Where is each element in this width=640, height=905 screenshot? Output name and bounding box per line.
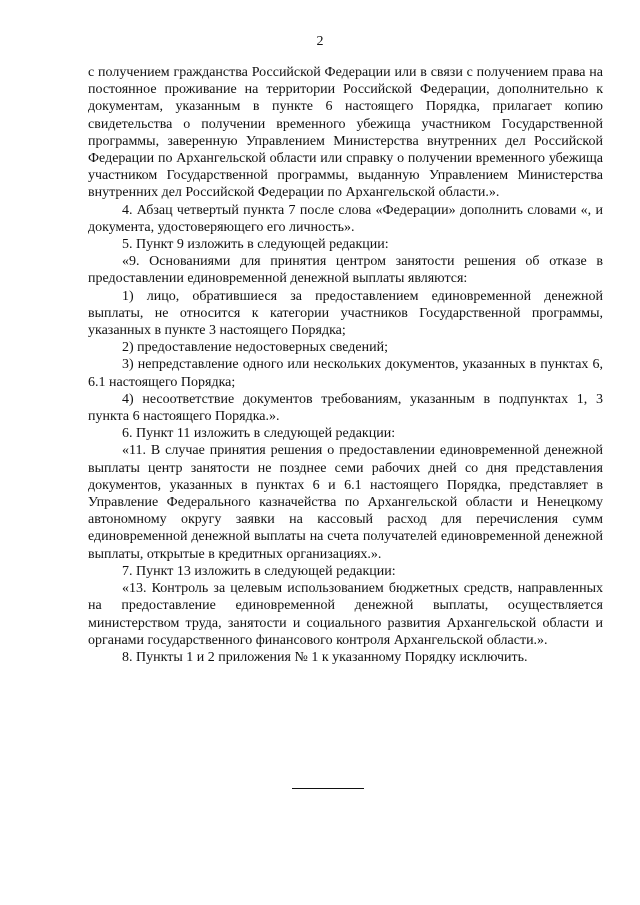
document-body	[88, 64, 603, 666]
paragraph-item-6: 6. Пункт 11 изложить в следующей редакции:	[122, 426, 396, 442]
paragraph-subitem-1: 1) лицо, обратившиеся за предоставлением единовременной денежной выплаты, не относится к категории участников Государственной программы, указанных в пункте 3 настоящего Порядка;	[88, 288, 603, 339]
closing-rule-divider	[292, 788, 364, 789]
paragraph-subitem-4: 4) несоответствие документов требованиям, указанным в подпунктах 1, 3 пункта 6 настоящего Порядка.».	[88, 391, 603, 425]
page-number: 2	[316, 34, 324, 49]
paragraph-item-4: 4. Абзац четвертый пункта 7 после слова «Федерации» дополнить словами «, и документа, удостоверяющего его личность».	[88, 202, 603, 235]
paragraph-continuation: с получением гражданства Российской Федерации или в связи с получением права на постоянное проживание на территории Российской Федерации, дополнительно к документам, указанным в пункте 6 настоящего Порядка, прилагает копию свидетельства о получении временного убежища участником Государственной программы, заверенную Управлением Министерства внутренних дел Российской Федерации по Архангельской области или справку о получении временного убежища участником Государственной программы, выданную Управлением Министерства внутренних дел Российской Федерации по Архангельской области.».	[88, 65, 603, 201]
paragraph-clause-13: «13. Контроль за целевым использованием бюджетных средств, направленных на предоставление единовременной денежной выплаты, осуществляется министерством труда, занятости и социального развития Архангельской области и органами государственного финансового контроля Архангельской области.».	[88, 581, 603, 648]
paragraph-item-5: 5. Пункт 9 изложить в следующей редакции:	[122, 237, 389, 253]
paragraph-clause-9: «9. Основаниями для принятия центром занятости решения об отказе в предоставлении единовременной денежной выплаты являются:	[88, 254, 603, 287]
paragraph-subitem-3: 3) непредставление одного или нескольких документов, указанных в пунктах 6, 6.1 настоящего Порядка;	[88, 357, 603, 390]
paragraph-item-8: 8. Пункты 1 и 2 приложения № 1 к указанному Порядку исключить.	[122, 649, 528, 665]
paragraph-subitem-2: 2) предоставление недостоверных сведений;	[122, 340, 388, 356]
paragraph-item-7: 7. Пункт 13 изложить в следующей редакции:	[122, 563, 396, 579]
paragraph-clause-11: «11. В случае принятия решения о предоставлении единовременной денежной выплаты центр занятости не позднее семи рабочих дней со дня представления документов, указанных в пунктах 6 и 6.1 настоящего Порядка, представляет в Управление Федерального казначейства по Архангельской области и Ненецкому автономному округу заявки на кассовый расход для перечисления сумм единовременной денежной выплаты на счета получателей единовременной денежной выплаты, открытые в кредитных организациях.».	[88, 443, 603, 562]
